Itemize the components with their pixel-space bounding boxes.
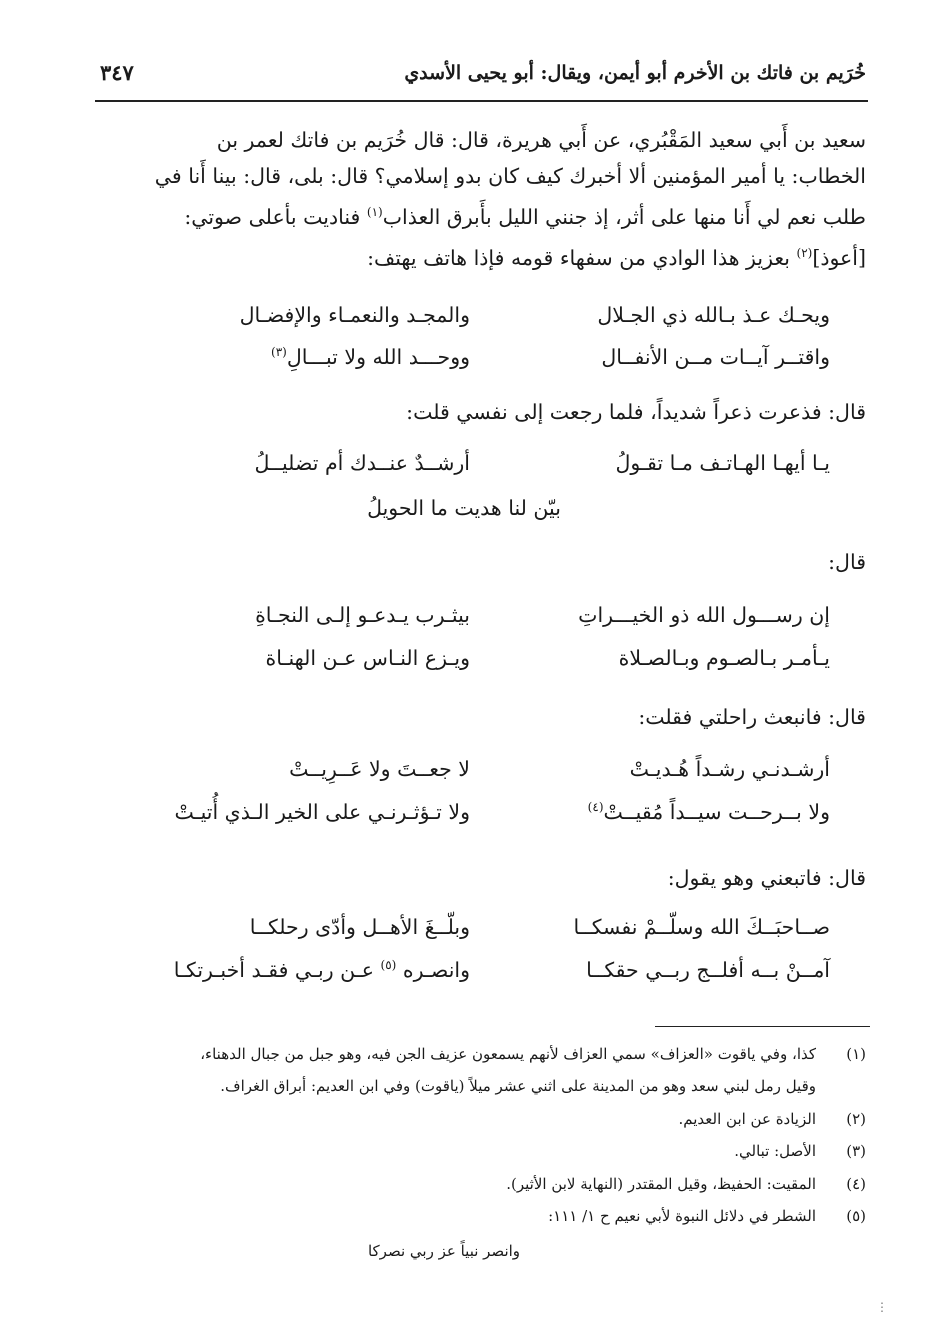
footnote-number: (٣) [846,1142,866,1160]
footnote-2 [105,1110,866,1128]
verse-hemistich-left: ولا تـؤثـرنـي على الخير الـذي أُتيـتْ [174,800,470,824]
body-line-4-text: بعزيز هذا الوادي من سفهاء قومه فإذا هاتف يهتف: [367,246,790,270]
body-line-4 [105,246,866,270]
footnote-divider [655,1026,870,1027]
verse-row [0,451,928,487]
verse-row [0,757,928,793]
verse-hemistich-right: يـا أيهـا الهـاتـف مـا تقـولُ [615,451,830,475]
footnote-ref-4: (٤) [587,800,604,815]
verse-row [0,345,928,381]
verse-row [0,646,928,682]
verse-hemistich-left: ويـزع النـاس عـن الهنـاة [265,646,470,670]
narration-line: قال: فانبعث راحلتي فقلت: [638,705,866,729]
body-line-3 [105,205,866,229]
footnote-text: كذا، وفي ياقوت «العزاف» سمي العزاف لأنهم يسمعون عزيف الجن فيه، وهو جبل من جبال الدهناء، [200,1045,816,1063]
body-line-3-end: فناديت بأعلى صوتي: [184,205,361,229]
body-line-1: سعيد بن أَبي سعيد المَقْبُري، عن أَبي هريرة، قال: قال خُرَيم بن فاتك لعمر بن [216,128,866,152]
footnote-text: الأصل: تبالي. [734,1142,816,1160]
footnote-ref-2: (٢) [796,246,813,261]
verse-hemistich-left: وبلّــغَ الأهــل وأدّى رحلكــا [249,915,470,939]
footnote-number: (٥) [846,1207,866,1225]
verse-row [0,958,928,994]
footnote-5 [105,1207,866,1225]
narration-line: قال: [828,550,866,574]
narration-line: قال: فذعرت ذعراً شديداً، فلما رجعت إلى نفسي قلت: [406,400,866,424]
verse-right-text: ولا بــرحــت سيــداً مُقيــتْ [603,800,830,824]
footnote-number: (٤) [846,1175,866,1193]
footnote-text: المقيت: الحفيظ، وقيل المقتدر (النهاية لابن الأثير). [506,1175,816,1193]
narration-line: قال: فاتبعني وهو يقول: [667,866,866,890]
footnote-ref-5: (٥) [380,958,397,973]
footnote-verse: وانصر نبياً عز ربي نصركا [367,1242,521,1260]
footnote-text: الزيادة عن ابن العديم. [678,1110,816,1128]
verse-hemistich-left [140,345,470,369]
verse-hemistich-right: آمــنْ بــه أفلــج ربــي حقكــا [586,958,830,982]
verse-hemistich-left [100,958,470,982]
footnote-4 [105,1175,866,1193]
verse-left-text: ووحـــد الله ولا تبـــالِ [286,345,470,369]
footnote-ref-1: (١) [366,205,383,220]
footnote-text: الشطر في دلائل النبوة لأبي نعيم ح ١/ ١١١: [548,1207,816,1225]
verse-row [0,800,928,836]
verse-hemistich-right: واقتــر آيــات مــن الأنفــال [601,345,830,369]
verse-hemistich-left: لا جعــتَ ولا عَــرِيــتْ [289,757,470,781]
verse-hemistich-right [500,800,830,824]
verse-hemistich-left: بيثـرب يـدعـو إلـى النجـاةِ [255,603,470,627]
footnote-3 [105,1142,866,1160]
body-line-3-text: طلب نعم لي أَنا منها على أثر، إذ جنني الليل بأَبرق العذاب [382,205,866,229]
verse-hemistich-right: يـأمـر بـالصـوم وبـالصـلاة [618,646,830,670]
header-divider [95,100,868,102]
body-line-4-bracket: [أعوذ] [812,246,866,270]
verse-hemistich-right: إن رســـول الله ذو الخيـــراتِ [578,603,830,627]
footnote-number: (١) [846,1045,866,1063]
page-number: ٣٤٧ [100,60,134,85]
verse-centered-line: بيّن لنا هديت ما الحويلُ [367,496,561,520]
verse-row [0,915,928,951]
verse-left-text-rest: عـن ربـي فقـد أخبـرتكـا [173,958,374,982]
margin-mark: ⋮ [876,1300,888,1314]
verse-left-text: وانصـره [402,958,470,982]
footnote-number: (٢) [846,1110,866,1128]
running-header-title: خُرَيم بن فاتك بن الأخرم أبو أيمن، ويقال: أبو يحيى الأسدي [404,62,866,84]
verse-hemistich-left: والمجـد والنعمـاء والإفضـال [239,303,470,327]
footnote-ref-3: (٣) [271,345,287,360]
verse-hemistich-right: ويحـك عـذ بـالله ذي الجـلال [597,303,830,327]
verse-row [0,303,928,339]
verse-hemistich-right: صــاحبَــكَ الله وسلّــمْ نفسكــا [573,915,830,939]
footnote-1-continuation: وقيل رمل لبني سعد وهو من المدينة على اثني عشر ميلاً (ياقوت) وفي ابن العديم: أبراق الغراف. [220,1077,816,1095]
verse-hemistich-right: أرشـدنـي رشـداً هُـديـتْ [629,757,830,781]
footnote-1 [105,1045,866,1063]
body-line-2: الخطاب: يا أمير المؤمنين ألا أخبرك كيف كان بدو إسلامي؟ قال: بلى، قال: بينا أَنا في [154,164,866,188]
verse-hemistich-left: أرشــدٌ عنــدك أم تضليــلُ [254,451,470,475]
verse-row [0,603,928,639]
